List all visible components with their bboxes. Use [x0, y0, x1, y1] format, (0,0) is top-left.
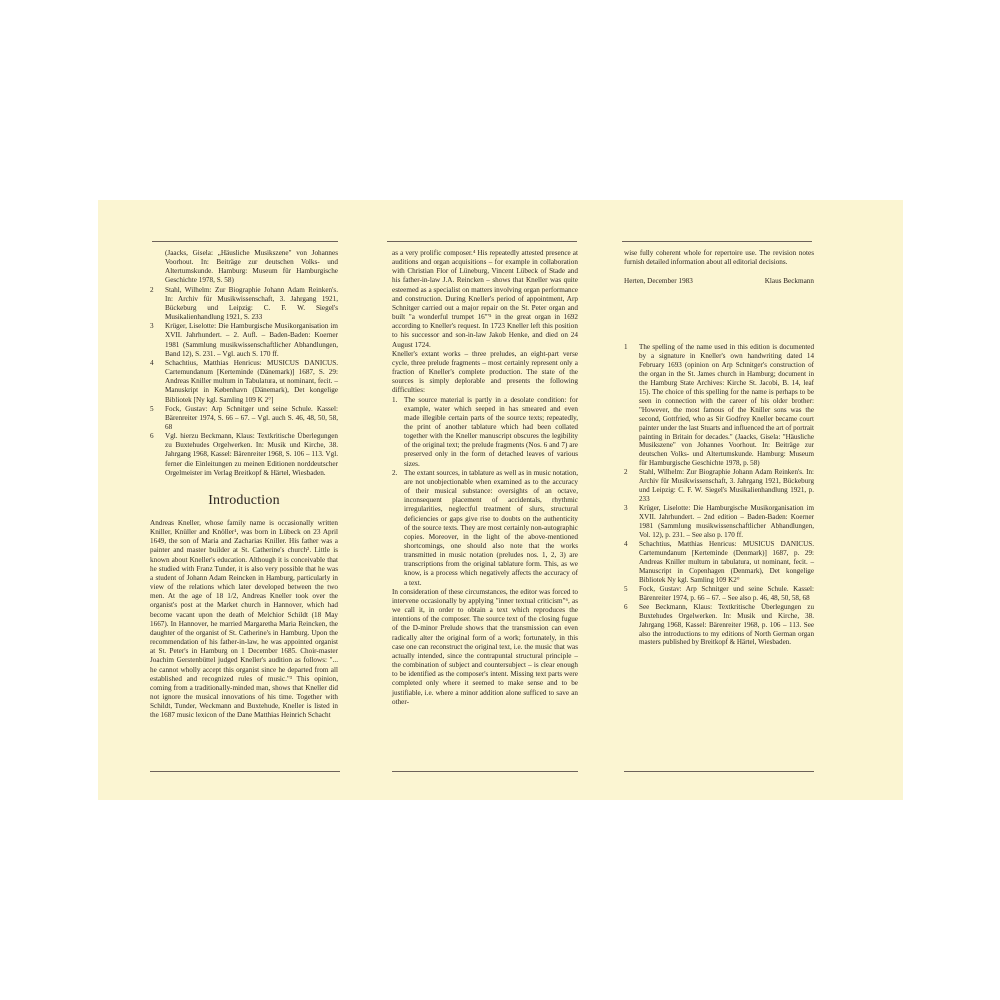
- top-rule-right: [622, 241, 812, 242]
- right-paragraph: wise fully coherent whole for repertoire use. The revision notes furnish detailed information about all editorial decisions.: [624, 249, 814, 267]
- top-rule-left: [152, 241, 338, 242]
- footnote: 4 Schachtius, Matthias Henricus: MUSICUS DANICUS. Cartemundanum [Kerteminde (Denmark)] 1687, p. 29: Andreas Kniller multum in tabulatura, ut nominant, fecit. – Manuscript in Copenhagen (Denmark), Det kongelige Bibliotek Ny kgl. Samling 109 K2°: [624, 539, 814, 584]
- bottom-rule-middle: [392, 771, 578, 772]
- footnote: 2 Stahl, Wilhelm: Zur Biographie Johann Adam Reinken's. In: Archiv für Musikwissenschaft, 3. Jahrgang 1921, Bückeburg und Leipzig: C. F. W. Siegel's Musikalienhandlung 1921, p. 233: [624, 468, 814, 504]
- footnote: 6 Vgl. hierzu Beckmann, Klaus: Textkritische Überlegungen zu Buxtehudes Orgelwerken. In: Musik und Kirche, 38. Jahrgang 1968, Kassel: Bärenreiter 1968, S. 106 – 113. Vgl. ferner die Einleitungen zu meinen Editionen norddeutscher Orgelmeister im Verlag Breitkopf & Härtel, Wiesbaden.: [150, 432, 338, 477]
- intro-paragraph: Andreas Kneller, whose family name is occasionally written Kniller, Knüller and Knöller¹, was born in Lübeck on 23 April 1649, the son of Maria and Zacharias Kniller. His father was a painter and master builder at St. Catherine's church². Little is known about Kneller's education. Although it is conceivable that he studied with Franz Tunder, it is also very possible that he was a student of Johann Adam Reincken in Hamburg, particularly in view of the relations which later developed between the two men. At the age of 18 1/2, Andreas Kneller took over the organist's post at the Market church in Hannover, which had become vacant upon the death of Melchior Schildt (18 May 1667). In Hannover, he married Margaretha Maria Reincken, the daughter of the organist of St. Catherine's in Hamburg. Upon the recommendation of his father-in-law, he was appointed organist at St. Peter's in Hamburg on 1 December 1685. Choir-master Joachim Gerstenbüttel judged Kneller's audition as follows: "... he cannot wholly accept this organist since he departed from all established and recognized rules of music."³ This opinion, coming from a traditionally-minded man, shows that Kneller did not ignore the musical innovations of his time. Together with Schildt, Tunder, Weckmann and Buxtehude, Kneller is listed in the 1687 music lexicon of the Dane Matthias Heinrich Schacht: [150, 519, 338, 720]
- footnote: 6 See Beckmann, Klaus: Textkritische Überlegungen zu Buxtehudes Orgelwerken. In: Musik und Kirche, 38. Jahrgang 1968, Kassel: Bärenreiter 1968, p. 106 – 113. See also the introductions to my editions of North German organ masters published by Breitkopf & Härtel, Wiesbaden.: [624, 602, 814, 647]
- place-date: Herten, December 1983: [624, 277, 693, 286]
- top-rule-middle: [387, 241, 577, 242]
- left-column: [150, 249, 338, 478]
- footnote: 5 Fock, Gustav: Arp Schnitger und seine Schule. Kassel: Bärenreiter 1974, S. 66 – 67. – Vgl. auch S. 46, 48, 50, 58, 68: [150, 404, 338, 431]
- difficulties-list: [392, 396, 578, 588]
- signoff: [624, 277, 814, 286]
- footnote: (Jaacks, Gisela: „Häusliche Musikszene" von Johannes Voorhout. In: Beiträge zur deutschen Volks- und Altertumskunde. Hamburg: Museum für Hamburgische Geschichte 1978, S. 58): [165, 249, 338, 285]
- right-footnotes-block: [624, 343, 814, 647]
- middle-column: [392, 249, 578, 707]
- bottom-rule-left: [150, 771, 340, 772]
- footnote: 2 Stahl, Wilhelm: Zur Biographie Johann Adam Reinken's. In: Archiv für Musikwissenschaft, 3. Jahrgang 1921, Bückeburg und Leipzig: C. F. W. Siegel's Musikalienhandlung 1921, S. 233: [150, 285, 338, 322]
- author-name: Klaus Beckmann: [764, 277, 814, 286]
- middle-paragraph-1: as a very prolific composer.⁴ His repeatedly attested presence at auditions and organ acquisitions – for example in collaboration with Christian Flor of Lüneburg, Vincent Lübeck of Stade and his father-in-law J.A. Reincken – shows that Kneller was quite esteemed as a specialist on matters involving organ performance and construction. During Kneller's period of appointment, Arp Schnitger carried out a major repair on the St. Peter organ and built "a wonderful trumpet 16'"⁵ in the great organ in 1692 according to Kneller's request. In 1723 Kneller left this position to his successor and son-in-law Jakob Henke, and died on 24 August 1724.: [392, 249, 578, 349]
- right-column: [624, 249, 814, 286]
- footnote: 4 Schachtius, Matthias Henricus: MUSICUS DANICUS. Cartemundanum [Kerteminde (Dänemark)] 1687, S. 29: Andreas Kniller multum in Tabulatura, ut nominant, fecit. – Manuskript in København (Dänemark), Det kongelige Bibliotek [Ny kgl. Samling 109 K 2°]: [150, 358, 338, 404]
- right-footnotes: [624, 343, 814, 647]
- section-heading: Introduction: [208, 493, 280, 508]
- middle-paragraph-2: Kneller's extant works – three preludes, an eight-part verse cycle, three prelude fragments – most certainly represent only a fraction of Kneller's complete production. The state of the sources is simply deplorable and presents the following difficulties:: [392, 349, 578, 395]
- footnote: 3 Krüger, Liselotte: Die Hamburgische Musikorganisation im XVII. Jahrhundert. – 2. Aufl. – Baden-Baden: Koerner 1981 (Sammlung musikwissenschaftlicher Abhandlungen, Band 12), S. 231. – Vgl. auch S. 170 ff.: [150, 322, 338, 358]
- footnote: 5 Fock, Gustav: Arp Schnitger und seine Schule. Kassel: Bärenreiter 1974, p. 66 – 67. – See also p. 46, 48, 50, 58, 68: [624, 584, 814, 602]
- middle-paragraph-3: In consideration of these circumstances, the editor was forced to intervene occasionally by applying "inner textual criticism"⁶, as we call it, in order to obtain a text which reproduces the intentions of the composer. The source text of the closing fugue of the D-minor Prelude shows that the transmission can even radically alter the original form of a work; fortunately, in this case one can reconstruct the original text, i.e. the music that was actually intended, since the contrapuntal structural principle – the combination of subject and countersubject – is clear enough to be identified as the composer's intent. Missing text parts were completed only where it seemed to make sense and to be justifiable, i.e. where a minor addition alone sufficed to save an other-: [392, 587, 578, 706]
- footnote: 3 Krüger, Liselotte: Die Hamburgische Musikorganisation im XVII. Jahrhundert. – 2nd edition – Baden-Baden: Koerner 1981 (Sammlung musikwissenschaftlicher Abhandlungen, Vol. 12), p. 231. – See also p. 170 ff.: [624, 504, 814, 540]
- list-item: 1. The source material is partly in a desolate condition: for example, water which seeped in has smeared and even made illegible certain parts of the source texts; repeatedly, the print of another tablature which had been collated together with the Kneller manuscript obscures the legibility of the original text; the prelude fragments (Nos. 6 and 7) are preserved only in the form of detached leaves of various sizes.: [392, 395, 578, 468]
- list-item: 2. The extant sources, in tablature as well as in music notation, are not unobjectionable when examined as to the accuracy of their musical substance: oversights of an octave, inconsequent placement of accidentals, rhythmic irregularities, neglectful treatment of slurs, structural deficiencies or gaps give rise to doubts on the authenticity of the source texts. They are most certainly non-autographic copies. Moreover, in the light of the above-mentioned shortcomings, one should also note that the works transmitted in music notation (preludes nos. 1, 2, 3) are transcriptions from the original tablature form. This, as we know, is a process which negatively affects the accuracy of a text.: [392, 468, 578, 587]
- left-footnotes: [150, 249, 338, 478]
- footnote: 1 The spelling of the name used in this edition is documented by a signature in Kneller's own handwriting dated 14 February 1693 (opinion on Arp Schnitger's construction of the organ in the St. James church in Hamburg; document in the Hamburg State Archives: Kirche St. Jacobi, B. 14, leaf 15). The choice of this spelling for the name is perhaps to be seen in connection with the career of his older brother: "However, the most famous of the Kniller sons was the second, Gottfried, who as Sir Godfrey Kneller became court painter under the last Stuarts and influenced the art of portrait painting in Britain for decades." (Jaacks, Gisela: "Häusliche Musikszene" von Johannes Voorhout. In: Beiträge zur deutschen Volks- und Altertumskunde. Hamburg: Museum für Hamburgische Geschichte 1978, p. 58): [624, 343, 814, 468]
- bottom-rule-right: [624, 771, 814, 772]
